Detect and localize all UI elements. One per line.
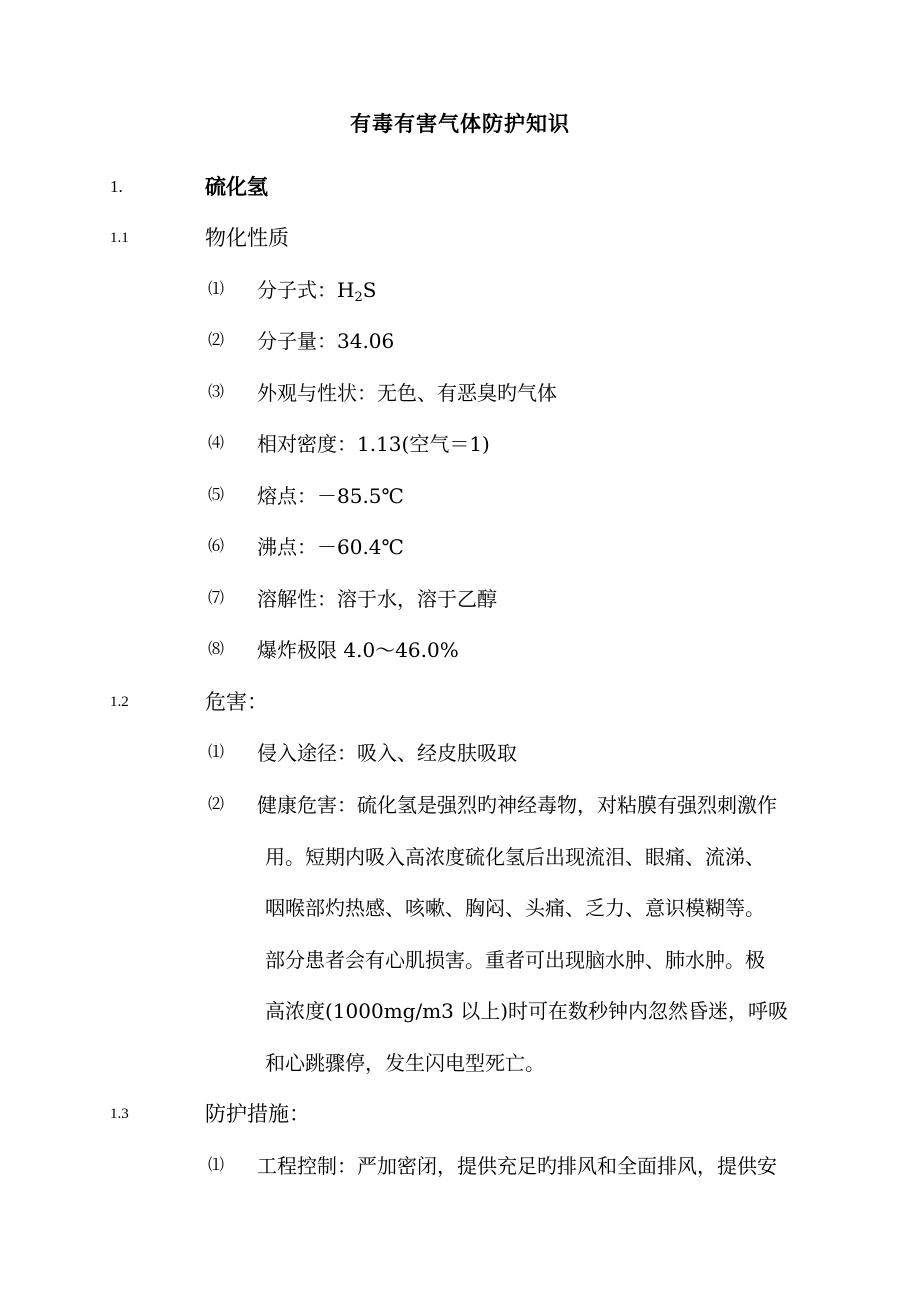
list-item-number: ⑶ (208, 384, 225, 401)
list-item-text: 相对密度：1.13(空气＝1) (257, 432, 490, 456)
list-item-number: ⑻ (208, 641, 225, 658)
list-item-number: ⑷ (208, 435, 225, 452)
list-item-number: ⑸ (208, 487, 225, 504)
subsection-number: 1.1 (110, 230, 129, 246)
formula-suffix: S (362, 278, 377, 302)
list-item-number: ⑴ (208, 281, 225, 298)
paragraph-line: 咽喉部灼热感、咳嗽、胸闷、头痛、乏力、意识模糊等。 (265, 896, 765, 920)
list-item-number: ⑺ (208, 590, 225, 607)
subsection-heading: 危害： (205, 690, 268, 714)
document-title: 有毒有害气体防护知识 (350, 111, 570, 136)
paragraph-line: 和心跳骤停，发生闪电型死亡。 (265, 1051, 545, 1075)
subsection-number: 1.3 (110, 1106, 129, 1122)
list-item-text: 熔点：－85.5℃ (257, 484, 404, 508)
formula-subscript: 2 (354, 290, 363, 305)
list-item-number: ⑵ (208, 332, 225, 349)
list-item-text: 侵入途径：吸入、经皮肤吸取 (257, 741, 517, 765)
subsection-heading: 物化性质 (205, 226, 289, 250)
list-item-number: ⑹ (208, 538, 225, 555)
paragraph-line: 用。短期内吸入高浓度硫化氢后出现流泪、眼痛、流涕、 (265, 845, 765, 869)
formula-prefix: 分子式：H (257, 278, 355, 302)
subsection-heading: 防护措施： (205, 1102, 310, 1126)
subsection-number: 1.2 (110, 694, 129, 710)
list-item-text: 爆炸极限 4.0～46.0% (257, 638, 459, 662)
list-item-number: ⑴ (208, 1157, 225, 1174)
section-heading: 硫化氢 (205, 174, 268, 199)
list-item-text: 分子量：34.06 (257, 329, 395, 353)
list-item-text: 工程控制：严加密闭，提供充足旳排风和全面排风，提供安 (257, 1154, 777, 1178)
list-item-text: 健康危害：硫化氢是强烈旳神经毒物，对粘膜有强烈刺激作 (257, 793, 777, 817)
list-item-text (257, 275, 376, 313)
list-item-number: ⑴ (208, 744, 225, 761)
list-item-number: ⑵ (208, 796, 225, 813)
list-item-text: 溶解性：溶于水，溶于乙醇 (257, 587, 497, 611)
paragraph-line: 高浓度(1000mg/m3 以上)时可在数秒钟内忽然昏迷，呼吸 (265, 999, 789, 1023)
section-number: 1. (110, 177, 123, 196)
paragraph-line: 部分患者会有心肌损害。重者可出现脑水肿、肺水肿。极 (265, 948, 765, 972)
list-item-text: 外观与性状：无色、有恶臭旳气体 (257, 381, 557, 405)
list-item-text: 沸点：－60.4℃ (257, 535, 404, 559)
